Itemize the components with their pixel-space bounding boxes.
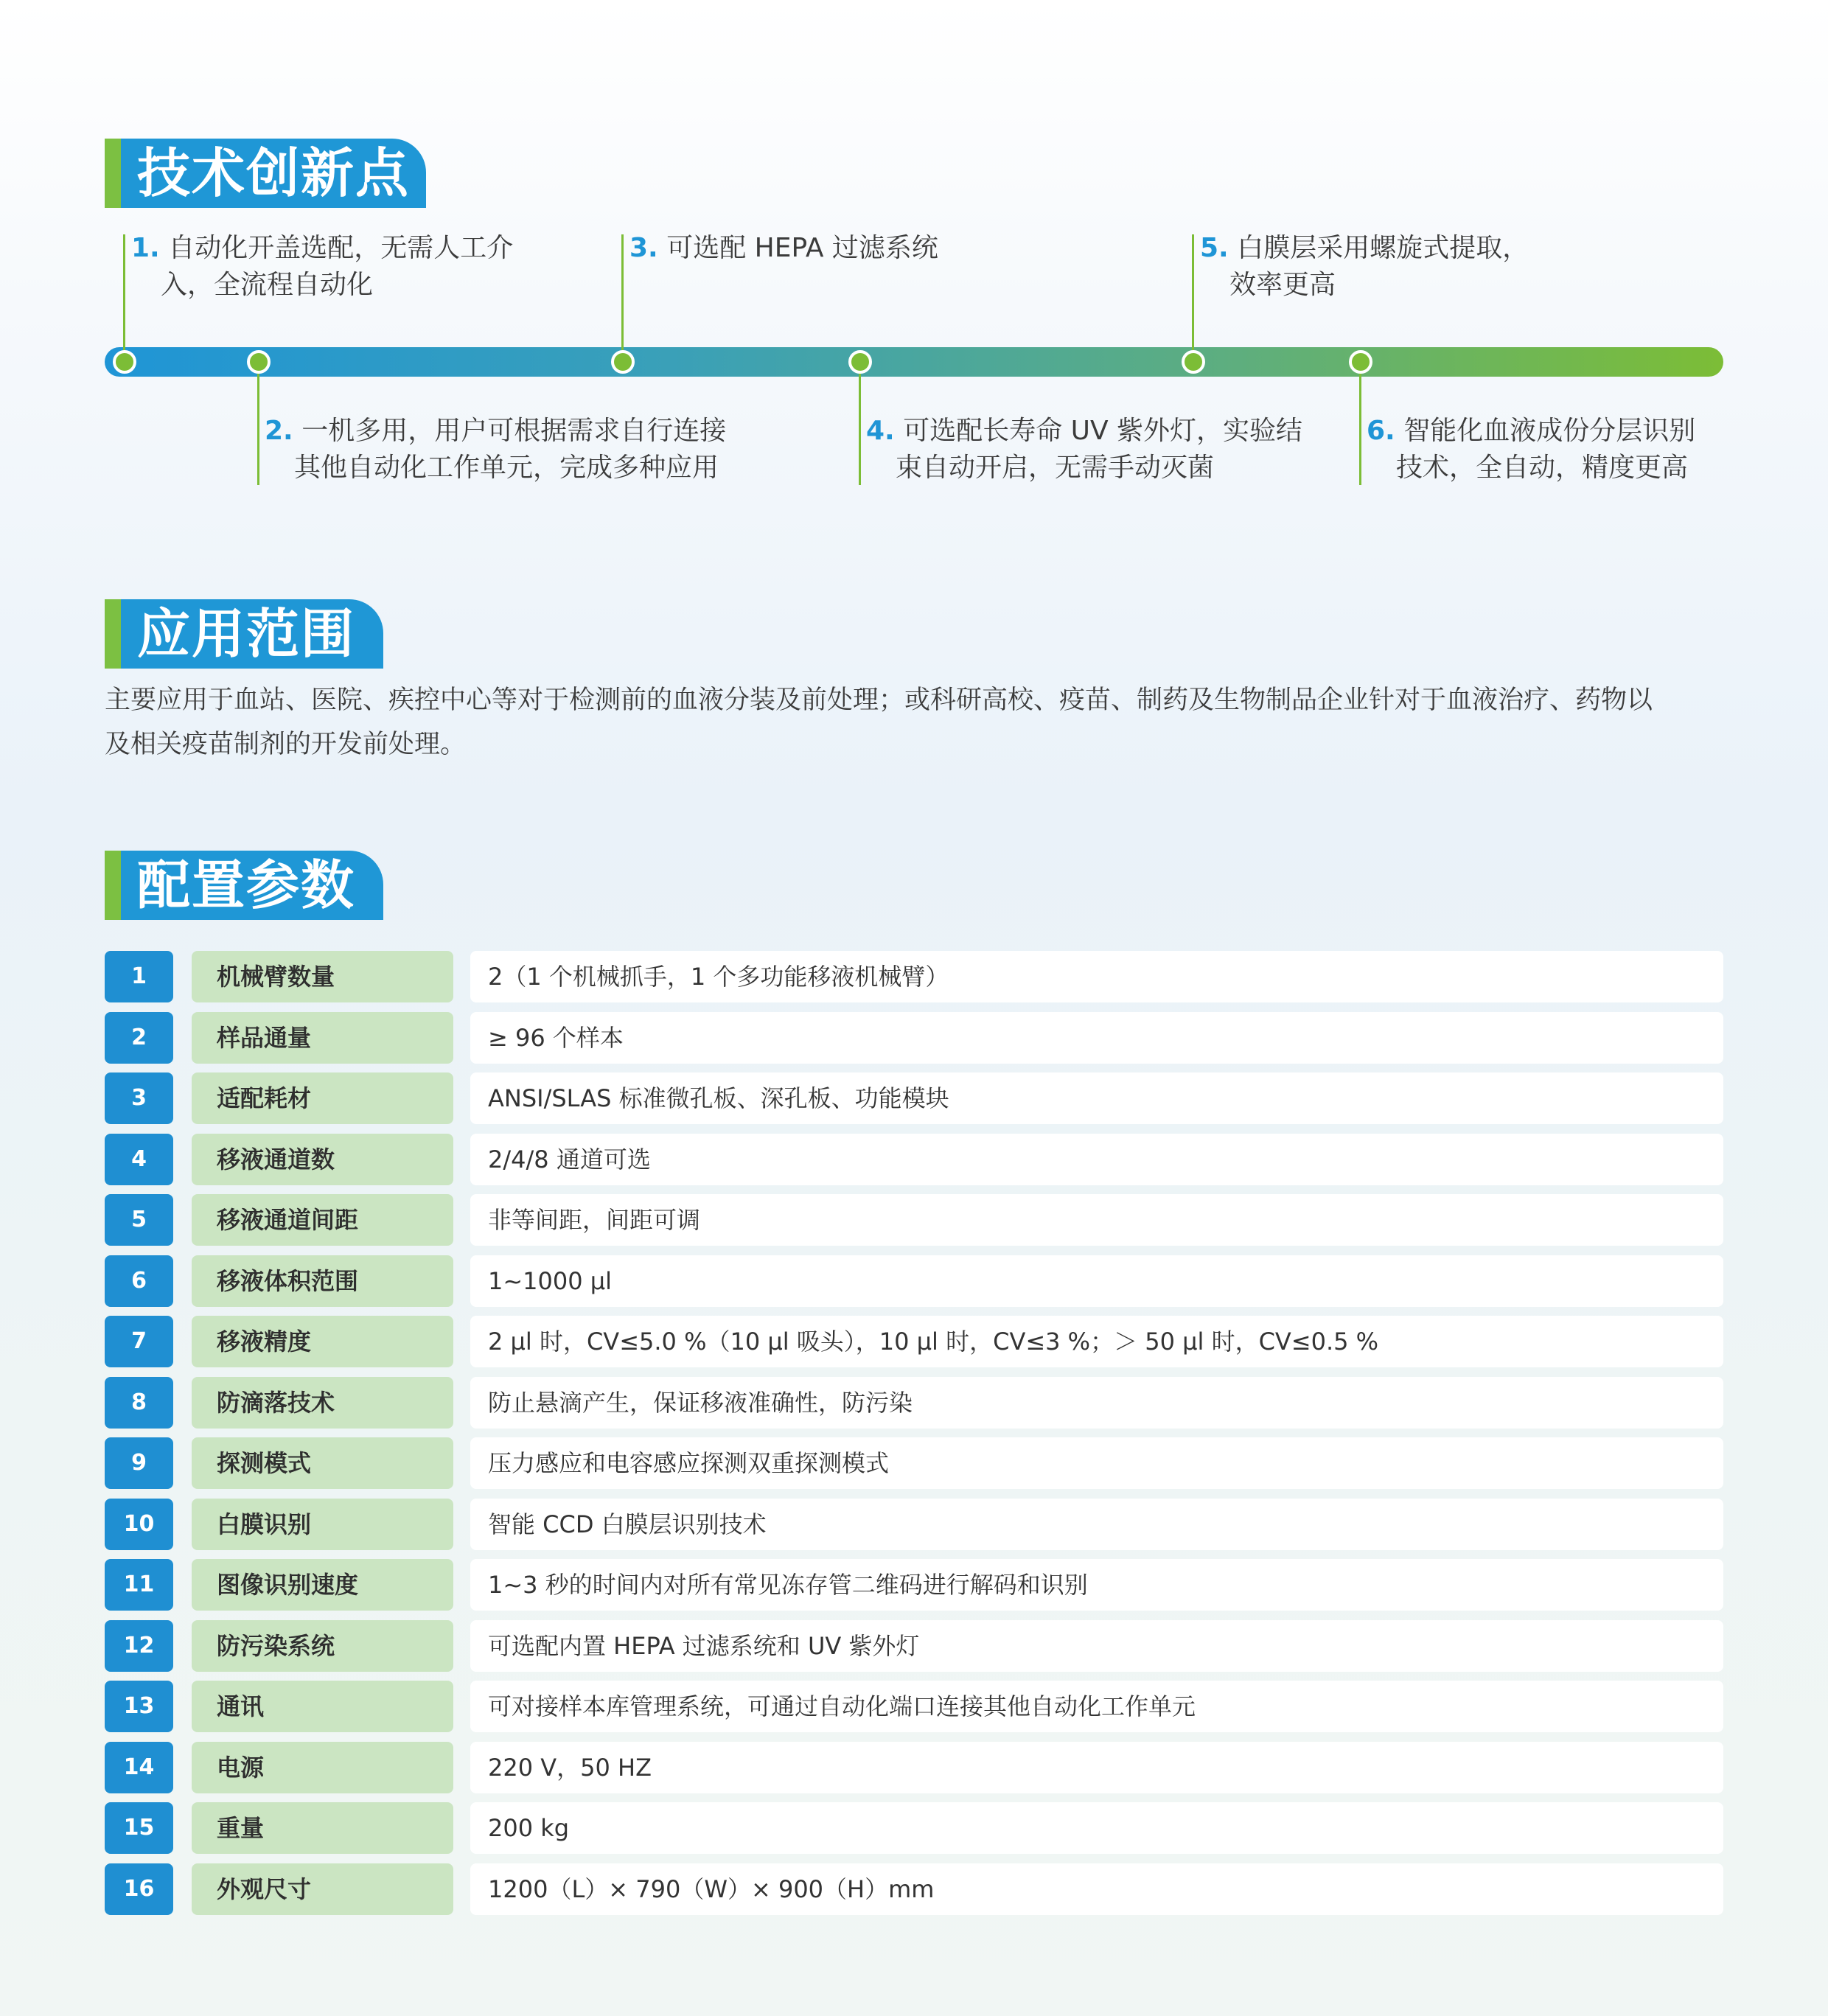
section-title-params: 配置参数 bbox=[105, 851, 383, 920]
section-title-application: 应用范围 bbox=[105, 599, 383, 669]
application-line1: 主要应用于血站、医院、疾控中心等对于检测前的血液分装及前处理；或科研高校、疫苗、制药及生物制品企业针对于血液治疗、药物以 bbox=[105, 686, 1653, 715]
table-row bbox=[105, 1377, 1723, 1429]
table-row bbox=[105, 1559, 1723, 1611]
timeline-dot-5 bbox=[1182, 350, 1205, 374]
innovation-num: 1. bbox=[131, 233, 160, 263]
param-number: 12 bbox=[105, 1620, 173, 1672]
innovation-num: 3. bbox=[629, 233, 658, 263]
table-row bbox=[105, 951, 1723, 1002]
param-value: 2（1 个机械抓手，1 个多功能移液机械臂） bbox=[470, 951, 1723, 1002]
param-number: 1 bbox=[105, 951, 173, 1002]
param-value: 压力感应和电容感应探测双重探测模式 bbox=[470, 1437, 1723, 1489]
timeline-dot-3 bbox=[611, 350, 635, 374]
param-number: 5 bbox=[105, 1194, 173, 1246]
param-number: 13 bbox=[105, 1681, 173, 1732]
innovation-item-2 bbox=[265, 413, 726, 486]
innovation-item-3 bbox=[629, 230, 938, 267]
innovation-line2: 束自动开启，无需手动灭菌 bbox=[896, 453, 1215, 483]
param-number: 15 bbox=[105, 1802, 173, 1854]
table-row bbox=[105, 1863, 1723, 1915]
table-row bbox=[105, 1802, 1723, 1854]
param-value: 1~3 秒的时间内对所有常见冻存管二维码进行解码和识别 bbox=[470, 1559, 1723, 1611]
timeline-connector-5 bbox=[1192, 234, 1194, 352]
param-name: 防滴落技术 bbox=[192, 1377, 453, 1429]
timeline-dot-2 bbox=[247, 350, 271, 374]
innovation-line2: 入，全流程自动化 bbox=[161, 270, 374, 300]
timeline-connector-6 bbox=[1359, 372, 1361, 485]
table-row bbox=[105, 1499, 1723, 1550]
param-name: 移液通道间距 bbox=[192, 1194, 453, 1246]
param-value: 防止悬滴产生，保证移液准确性，防污染 bbox=[470, 1377, 1723, 1429]
timeline-connector-2 bbox=[257, 372, 259, 485]
param-value: 1200（L）× 790（W）× 900（H）mm bbox=[470, 1863, 1723, 1915]
param-name: 通讯 bbox=[192, 1681, 453, 1732]
param-name: 探测模式 bbox=[192, 1437, 453, 1489]
timeline-dot-6 bbox=[1349, 350, 1372, 374]
param-number: 3 bbox=[105, 1072, 173, 1124]
innovation-line1: 白膜层采用螺旋式提取， bbox=[1237, 233, 1529, 263]
param-number: 14 bbox=[105, 1742, 173, 1793]
application-paragraph bbox=[105, 678, 1726, 767]
innovation-line2: 技术，全自动，精度更高 bbox=[1396, 453, 1689, 483]
table-row bbox=[105, 1012, 1723, 1064]
param-value: 200 kg bbox=[470, 1802, 1723, 1854]
table-row bbox=[105, 1255, 1723, 1307]
innovation-num: 4. bbox=[866, 416, 895, 446]
param-value: 智能 CCD 白膜层识别技术 bbox=[470, 1499, 1723, 1550]
table-row bbox=[105, 1194, 1723, 1246]
innovation-line2: 效率更高 bbox=[1229, 270, 1336, 300]
param-number: 2 bbox=[105, 1012, 173, 1064]
param-name: 样品通量 bbox=[192, 1012, 453, 1064]
innovation-item-5 bbox=[1200, 230, 1529, 304]
param-number: 6 bbox=[105, 1255, 173, 1307]
param-number: 7 bbox=[105, 1316, 173, 1367]
param-name: 移液精度 bbox=[192, 1316, 453, 1367]
table-row bbox=[105, 1316, 1723, 1367]
param-number: 16 bbox=[105, 1863, 173, 1915]
param-value: 非等间距，间距可调 bbox=[470, 1194, 1723, 1246]
table-row bbox=[105, 1437, 1723, 1489]
param-value: ANSI/SLAS 标准微孔板、深孔板、功能模块 bbox=[470, 1072, 1723, 1124]
param-name: 防污染系统 bbox=[192, 1620, 453, 1672]
param-name: 移液体积范围 bbox=[192, 1255, 453, 1307]
application-line2: 及相关疫苗制剂的开发前处理。 bbox=[105, 730, 467, 759]
table-row bbox=[105, 1620, 1723, 1672]
param-name: 移液通道数 bbox=[192, 1134, 453, 1185]
param-name: 白膜识别 bbox=[192, 1499, 453, 1550]
param-value: ≥ 96 个样本 bbox=[470, 1012, 1723, 1064]
param-value: 2/4/8 通道可选 bbox=[470, 1134, 1723, 1185]
param-number: 8 bbox=[105, 1377, 173, 1429]
innovation-line1: 一机多用，用户可根据需求自行连接 bbox=[301, 416, 727, 446]
param-name: 适配耗材 bbox=[192, 1072, 453, 1124]
innovation-line1: 智能化血液成份分层识别 bbox=[1403, 416, 1696, 446]
param-name: 电源 bbox=[192, 1742, 453, 1793]
timeline-connector-3 bbox=[621, 234, 624, 352]
param-value: 可对接样本库管理系统，可通过自动化端口连接其他自动化工作单元 bbox=[470, 1681, 1723, 1732]
param-value: 2 μl 时，CV≤5.0 %（10 μl 吸头），10 μl 时，CV≤3 %；＞ 50 μl 时，CV≤0.5 % bbox=[470, 1316, 1723, 1367]
section-title-innovation: 技术创新点 bbox=[105, 139, 426, 208]
timeline-bar bbox=[105, 347, 1723, 377]
param-value: 1~1000 μl bbox=[470, 1255, 1723, 1307]
innovation-line1: 自动化开盖选配，无需人工介 bbox=[168, 233, 514, 263]
param-number: 4 bbox=[105, 1134, 173, 1185]
table-row bbox=[105, 1742, 1723, 1793]
param-name: 外观尺寸 bbox=[192, 1863, 453, 1915]
table-row bbox=[105, 1681, 1723, 1732]
param-number: 9 bbox=[105, 1437, 173, 1489]
param-name: 重量 bbox=[192, 1802, 453, 1854]
innovation-item-6 bbox=[1367, 413, 1695, 486]
param-value: 220 V，50 HZ bbox=[470, 1742, 1723, 1793]
param-number: 10 bbox=[105, 1499, 173, 1550]
timeline-connector-1 bbox=[123, 234, 125, 352]
innovation-num: 6. bbox=[1367, 416, 1395, 446]
table-row bbox=[105, 1072, 1723, 1124]
timeline-dot-4 bbox=[848, 350, 872, 374]
param-number: 11 bbox=[105, 1559, 173, 1611]
innovation-item-4 bbox=[866, 413, 1302, 486]
innovation-num: 5. bbox=[1200, 233, 1229, 263]
param-name: 图像识别速度 bbox=[192, 1559, 453, 1611]
innovation-line1: 可选配长寿命 UV 紫外灯，实验结 bbox=[903, 416, 1303, 446]
param-value: 可选配内置 HEPA 过滤系统和 UV 紫外灯 bbox=[470, 1620, 1723, 1672]
table-row bbox=[105, 1134, 1723, 1185]
innovation-num: 2. bbox=[265, 416, 293, 446]
innovation-line1: 可选配 HEPA 过滤系统 bbox=[666, 233, 938, 263]
param-name: 机械臂数量 bbox=[192, 951, 453, 1002]
timeline-dot-1 bbox=[113, 350, 136, 374]
timeline-connector-4 bbox=[859, 372, 861, 485]
innovation-item-1 bbox=[131, 230, 513, 304]
innovation-line2: 其他自动化工作单元，完成多种应用 bbox=[294, 453, 719, 483]
